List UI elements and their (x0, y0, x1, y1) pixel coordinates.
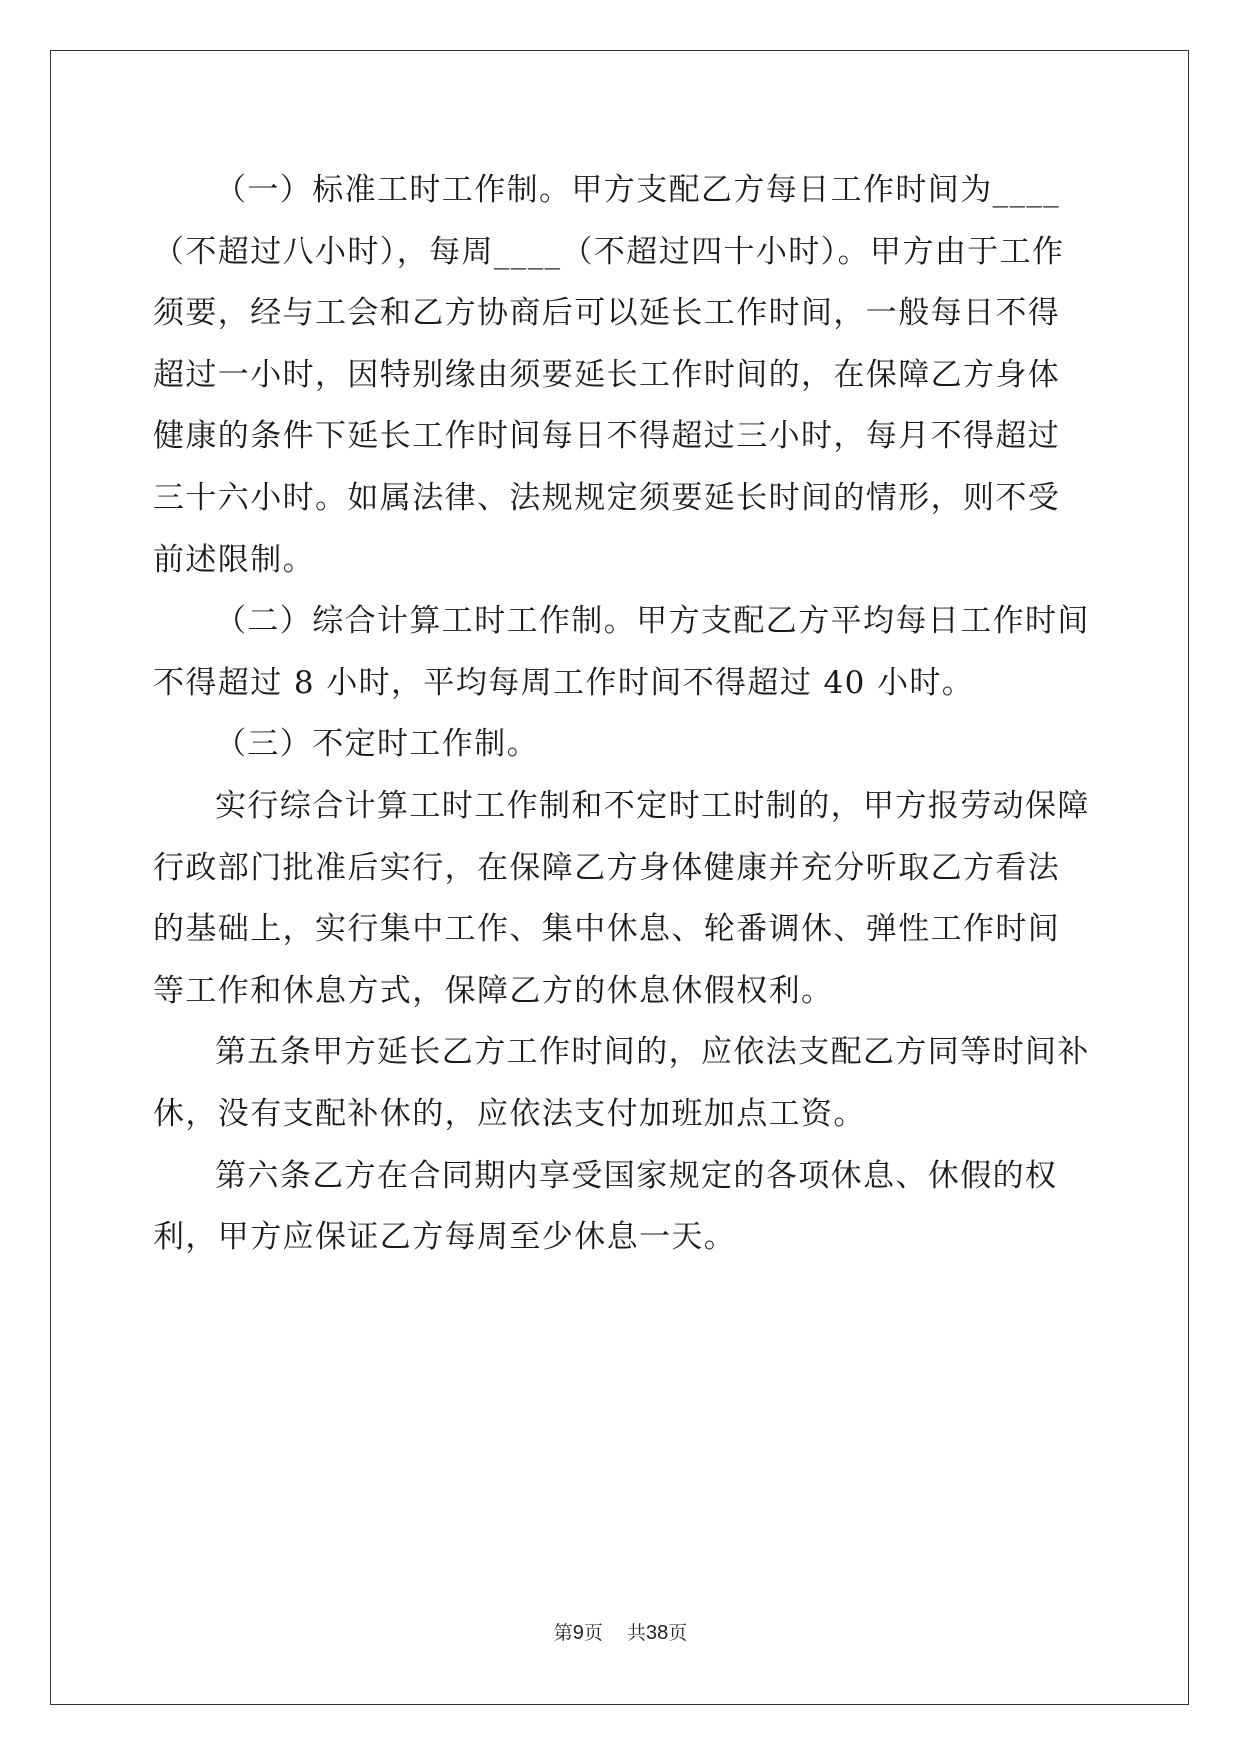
paragraph-article-6: 第六条乙方在合同期内享受国家规定的各项休息、休假的权利，甲方应保证乙方每周至少休息一天。 (153, 1157, 1058, 1256)
paragraph-comprehensive-hours: （二）综合计算工时工作制。甲方支配乙方平均每日工作时间不得超过 8 小时，平均每周工作时间不得超过 40 小时。 (153, 603, 1090, 701)
page-footer (0, 1618, 1241, 1645)
paragraph-flexible-hours: （三）不定时工作制。 (215, 726, 539, 763)
paragraph-implementation: 实行综合计算工时工作制和不定时工时制的，甲方报劳动保障行政部门批准后实行，在保障乙方身体健康并充分听取乙方看法的基础上，实行集中工作、集中休息、轮番调休、弹性工作时间等工作和休息方式，保障乙方的休息休假权利。 (153, 787, 1090, 1009)
paragraph-standard-hours: （一）标准工时工作制。甲方支配乙方每日工作时间为____（不超过八小时），每周____（不超过四十小时）。甲方由于工作须要，经与工会和乙方协商后可以延长工作时间，一般每日不得超过一小时，因特别缘由须要延长工作时间的，在保障乙方身体健康的条件下延长工作时间每日不得超过三小时，每月不得超过三十六小时。如属法律、法规规定须要延长时间的情形，则不受前述限制。 (153, 172, 1065, 578)
page-prefix: 第 (553, 1622, 573, 1644)
total-prefix: 共 (627, 1622, 647, 1644)
page-suffix: 页 (583, 1622, 603, 1644)
total-suffix: 页 (668, 1622, 688, 1644)
paragraph-article-5: 第五条甲方延长乙方工作时间的，应依法支配乙方同等时间补休，没有支配补休的，应依法支付加班加点工资。 (153, 1034, 1090, 1132)
document-body (153, 160, 1090, 1269)
page-number: 9 (572, 1622, 584, 1644)
total-pages: 38 (646, 1622, 669, 1644)
